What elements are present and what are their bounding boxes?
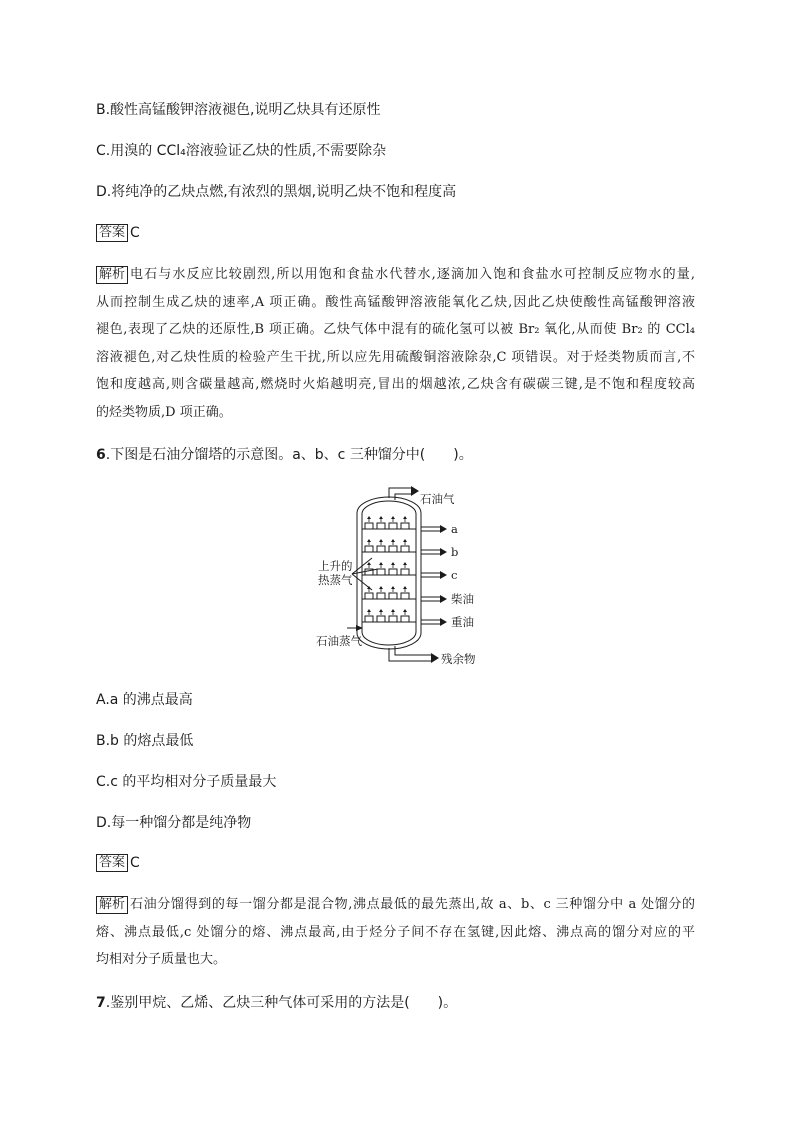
q7-stem — [96, 994, 457, 1012]
outlet-arrow-icon — [440, 548, 447, 556]
analysis-line — [96, 261, 695, 289]
analysis-label-box: 解析 — [96, 896, 128, 914]
vapor-arrowhead-icon — [403, 562, 407, 565]
analysis-text: 的烃类物质,D 项正确。 — [96, 404, 232, 420]
analysis-text: 均相对分子质量也大。 — [96, 952, 227, 967]
q6-option-d: D.每一种馏分都是纯净物 — [96, 815, 252, 831]
vapor-arrowhead-icon — [391, 539, 395, 542]
analysis-line — [96, 344, 695, 372]
vapor-arrowhead-icon — [391, 562, 395, 565]
vapor-arrowhead-icon — [403, 609, 407, 612]
analysis-line — [96, 946, 695, 974]
answer-label-box: 答案 — [96, 854, 128, 872]
bubble-cap — [365, 593, 373, 599]
vapor-arrowhead-icon — [379, 562, 383, 565]
outlet-group — [421, 525, 447, 626]
distillation-tower-diagram — [300, 478, 500, 673]
bottom-output-label: 残余物 — [441, 652, 476, 666]
answer-value: C — [130, 855, 140, 871]
bubble-cap — [389, 569, 397, 575]
q6-stem — [96, 446, 473, 464]
bubble-cap — [377, 546, 385, 552]
answer-value: C — [130, 225, 140, 241]
analysis-text: 褪色,表现了乙炔的还原性,B 项正确。乙炔气体中混有的硫化氢可以被 Br₂ 氧化,从而使 Br₂ 的 CCl₄ — [96, 322, 695, 337]
side-output-label-c: c — [451, 568, 458, 582]
bubble-cap — [401, 616, 409, 622]
vapor-arrowhead-icon — [379, 516, 383, 519]
vapor-arrowhead-icon — [379, 539, 383, 542]
rising-vapor-label-2: 热蒸气 — [318, 573, 353, 587]
outlet-arrow-icon — [440, 618, 447, 626]
bubble-cap — [401, 569, 409, 575]
q6-option-c: C.c 的平均相对分子质量最大 — [96, 774, 277, 790]
q6-option-b: B.b 的熔点最低 — [96, 733, 194, 749]
analysis-text: 石油分馏得到的每一馏分都是混合物,沸点最低的最先蒸出,故 a、b、c 三种馏分中 a 处馏分的 — [130, 897, 695, 912]
side-output-label-heavy-oil: 重油 — [451, 615, 474, 629]
question-text: .下图是石油分馏塔的示意图。a、b、c 三种馏分中( )。 — [105, 447, 473, 463]
vapor-arrowhead-icon — [379, 586, 383, 589]
analysis-line — [96, 891, 695, 919]
q5-analysis — [96, 261, 695, 426]
outlet-arrow-icon — [440, 525, 447, 533]
analysis-line — [96, 289, 695, 317]
bubble-cap — [401, 593, 409, 599]
q5-answer — [96, 224, 140, 242]
analysis-text: 饱和度越高,则含碳量越高,燃烧时火焰越明亮,冒出的烟越浓,乙炔含有碳碳三键,是不饱和程度较高 — [96, 377, 695, 392]
bottom-pipe — [395, 646, 432, 655]
side-output-label-diesel: 柴油 — [451, 592, 474, 606]
analysis-line — [96, 919, 695, 947]
vapor-arrowhead-icon — [367, 539, 371, 542]
bubble-cap — [365, 546, 373, 552]
q6-answer — [96, 854, 140, 872]
rising-vapor-label-1: 上升的 — [318, 559, 353, 573]
analysis-text: 电石与水反应比较剧烈,所以用饱和食盐水代替水,逐滴加入饱和食盐水可控制反应物水的量, — [130, 267, 695, 282]
bottom-arrow-icon — [431, 653, 439, 663]
bubble-cap — [389, 593, 397, 599]
vapor-arrowhead-icon — [391, 516, 395, 519]
vapor-arrowhead-icon — [391, 586, 395, 589]
side-output-label-a: a — [451, 522, 458, 536]
bubble-cap — [365, 616, 373, 622]
feed-label: 石油蒸气 — [316, 634, 362, 648]
vapor-arrowhead-icon — [403, 516, 407, 519]
top-pipe — [389, 488, 412, 498]
vapor-arrowhead-icon — [367, 516, 371, 519]
q6-analysis — [96, 891, 695, 974]
bubble-cap — [365, 523, 373, 529]
analysis-line — [96, 316, 695, 344]
vapor-arrowhead-icon — [403, 586, 407, 589]
vapor-arrowhead-icon — [391, 609, 395, 612]
vapor-arrowhead-icon — [367, 609, 371, 612]
vapor-arrowhead-icon — [367, 562, 371, 565]
top-arrow-icon — [411, 486, 419, 496]
top-output-label: 石油气 — [420, 492, 455, 506]
question-number: 7 — [96, 995, 106, 1011]
analysis-text: 溶液褪色,对乙炔性质的检验产生干扰,所以应先用硫酸铜溶液除杂,C 项错误。对于烃类物质而言,不 — [96, 349, 695, 365]
q6-option-a: A.a 的沸点最高 — [96, 692, 193, 708]
bubble-cap — [377, 523, 385, 529]
vapor-arrowhead-icon — [379, 609, 383, 612]
analysis-label-box: 解析 — [96, 266, 128, 284]
side-output-label-b: b — [451, 545, 459, 559]
tray-group — [362, 516, 416, 622]
bubble-cap — [377, 616, 385, 622]
question-number: 6 — [96, 447, 106, 463]
analysis-text: 从而控制生成乙炔的速率,A 项正确。酸性高锰酸钾溶液能氧化乙炔,因此乙炔使酸性高锰酸钾溶液 — [96, 294, 695, 310]
analysis-text: 熔、沸点最低,c 处馏分的熔、沸点最高,由于烃分子间不存在氢键,因此熔、沸点高的馏分对应的平 — [96, 924, 695, 940]
q5-option-d: D.将纯净的乙炔点燃,有浓烈的黑烟,说明乙炔不饱和程度高 — [96, 184, 457, 200]
bubble-cap — [389, 546, 397, 552]
analysis-line — [96, 399, 695, 427]
bubble-cap — [401, 546, 409, 552]
question-text: .鉴别甲烷、乙烯、乙炔三种气体可采用的方法是( )。 — [105, 995, 458, 1011]
outlet-arrow-icon — [440, 595, 447, 603]
outlet-arrow-icon — [440, 571, 447, 579]
bubble-cap — [401, 523, 409, 529]
vapor-arrowhead-icon — [403, 539, 407, 542]
analysis-line — [96, 371, 695, 399]
bubble-cap — [377, 569, 385, 575]
bubble-cap — [377, 593, 385, 599]
q5-option-c: C.用溴的 CCl₄溶液验证乙炔的性质,不需要除杂 — [96, 143, 387, 159]
answer-label-box: 答案 — [96, 224, 128, 242]
bubble-cap — [389, 616, 397, 622]
bubble-cap — [389, 523, 397, 529]
q5-option-b: B.酸性高锰酸钾溶液褪色,说明乙炔具有还原性 — [96, 102, 381, 118]
